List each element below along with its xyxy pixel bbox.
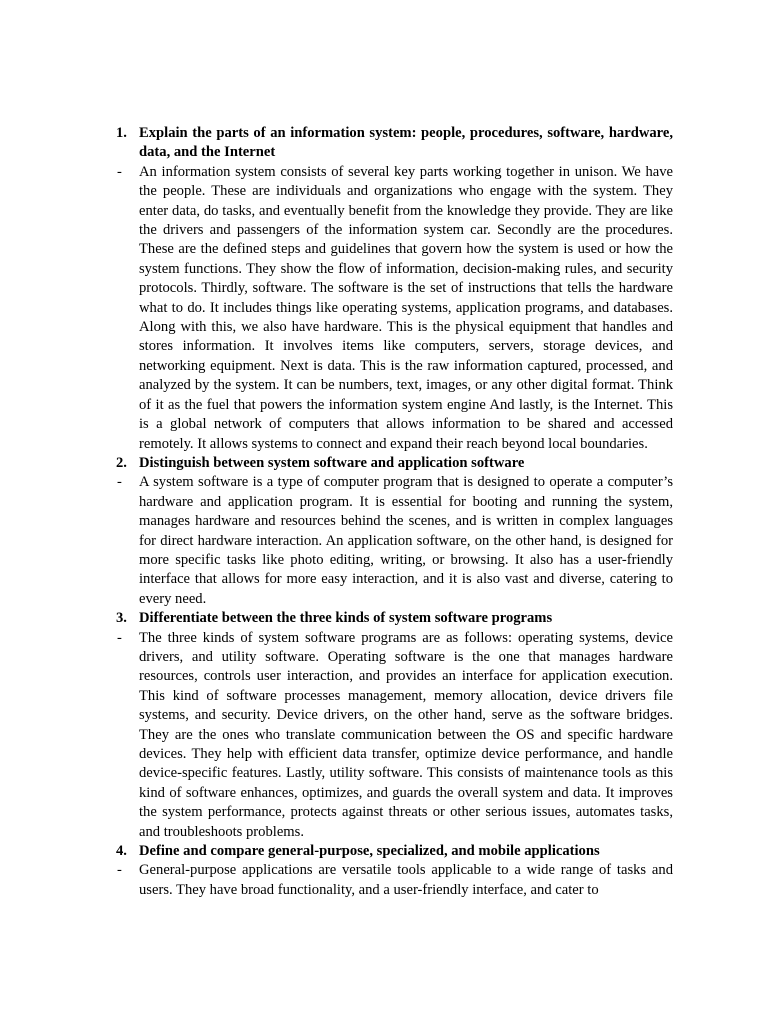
- section-4-title: Define and compare general-purpose, specialized, and mobile applications: [139, 843, 600, 860]
- document-content: [116, 124, 673, 900]
- section-1-body: An information system consists of several key parts working together in unison. We have the people. These are individuals and organizations who engage with the system. They enter data, do tasks, and eventually benefit from the knowledge they provide. They are like the drivers and passengers of the information system car. Secondly are the procedures. These are the defined steps and guidelines that govern how the system is used or how the system functions. They show the flow of information, decision-making rules, and security protocols. Thirdly, software. The software is the set of instructions that tells the hardware what to do. It includes things like operating systems, application programs, and databases. Along with this, we also have hardware. This is the physical equipment that handles and stores information. It involves items like computers, servers, storage devices, and networking equipment. Next is data. This is the raw information captured, processed, and analyzed by the system. It can be numbers, text, images, or any other digital format. Think of it as the fuel that powers the information system engine And lastly, is the Internet. This is a global network of computers that allows information to be shared and accessed remotely. It allows systems to connect and expand their reach beyond local boundaries.: [139, 163, 673, 452]
- section-2-body: A system software is a type of computer program that is designed to operate a computer’s hardware and application program. It is essential for booting and running the system, manages hardware and resources behind the scenes, and is written in complex languages for direct hardware interaction. An application software, on the other hand, is designed for more specific tasks like photo editing, writing, or browsing. It also has a user-friendly interface that allows for more easy interaction, and it is also vast and diverse, catering to every need.: [139, 474, 673, 607]
- section-1-number: 1.: [116, 125, 127, 141]
- section-1-heading: [116, 124, 673, 163]
- section-1-answer: [116, 163, 673, 454]
- section-2-number: 2.: [116, 454, 127, 471]
- section-3-heading: [116, 609, 673, 628]
- section-4-heading: [116, 842, 673, 861]
- section-2-bullet: -: [117, 474, 122, 491]
- section-3-title: Differentiate between the three kinds of system software programs: [139, 610, 553, 627]
- section-3-number: 3.: [116, 610, 127, 627]
- section-1-title: Explain the parts of an information system: people, procedures, software, hardware, data, and the Internet: [139, 125, 673, 161]
- section-3-answer: [116, 629, 673, 842]
- section-2-title: Distinguish between system software and application software: [139, 454, 525, 471]
- section-2-answer: [116, 473, 673, 609]
- section-4-bullet: -: [117, 862, 122, 879]
- section-1-bullet: -: [117, 163, 122, 180]
- section-3-body: The three kinds of system software programs are as follows: operating systems, device drivers, and utility software. Operating software is the one that manages hardware resources, controls user interaction, and provides an interface for application execution. This kind of software processes management, memory allocation, device drivers file systems, and security. Device drivers, on the other hand, serve as the software bridges. They are the ones who translate communication between the OS and specific hardware devices. They help with efficient data transfer, optimize device performance, and handle device-specific features. Lastly, utility software. This consists of maintenance tools as this kind of software enhances, optimizes, and guards the overall system and data. It improves the system performance, protects against threats or other serious issues, automates tasks, and troubleshoots problems.: [139, 629, 673, 840]
- section-4-number: 4.: [116, 843, 127, 860]
- section-2-heading: [116, 454, 673, 473]
- section-3-bullet: -: [117, 629, 122, 646]
- section-4-body: General-purpose applications are versatile tools applicable to a wide range of tasks and users. They have broad functionality, and a user-friendly interface, and cater to: [139, 862, 673, 898]
- section-4-answer: [116, 861, 673, 900]
